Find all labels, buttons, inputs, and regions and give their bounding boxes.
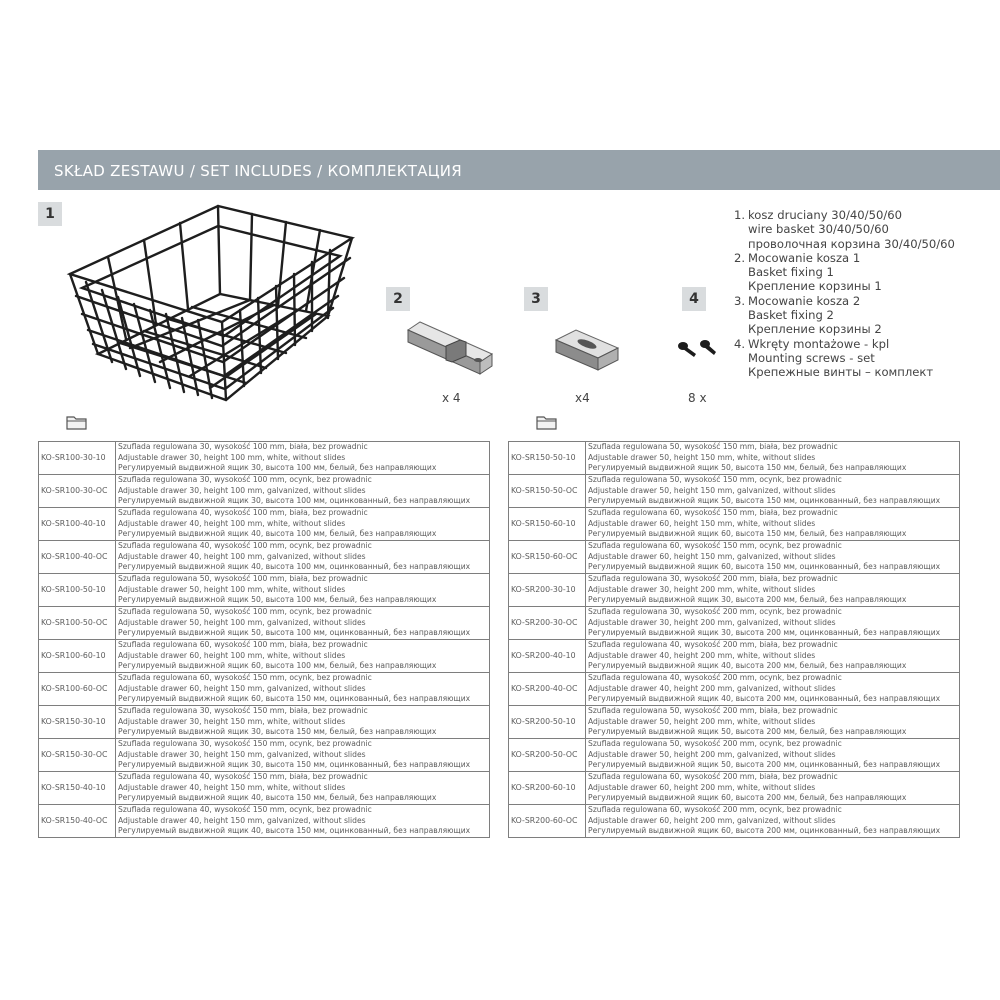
description-ru: Регулируемый выдвижной ящик 60, высота 200 мм, белый, без направляющих	[588, 793, 907, 803]
description-pl: Szuflada regulowana 30, wysokość 150 mm, ocynk, bez prowadnic	[118, 739, 372, 749]
product-code: KO-SR200-60-10	[509, 772, 586, 805]
basket-fixing-2-illustration	[552, 326, 622, 376]
section-header-bar	[38, 150, 1000, 190]
table-row	[39, 442, 490, 475]
product-description	[116, 541, 490, 574]
product-code: KO-SR100-30-OC	[39, 475, 116, 508]
description-en: Adjustable drawer 50, height 200 mm, white, without slides	[588, 716, 816, 726]
product-description	[586, 508, 960, 541]
table-row	[509, 574, 960, 607]
description-ru: Регулируемый выдвижной ящик 40, высота 200 мм, оцинкованный, без направляющих	[588, 694, 941, 704]
product-code: KO-SR150-30-OC	[39, 739, 116, 772]
legend-line-ru: Крепление корзины 1	[748, 279, 882, 294]
description-ru: Регулируемый выдвижной ящик 50, высота 100 мм, оцинкованный, без направляющих	[118, 628, 471, 638]
description-ru: Регулируемый выдвижной ящик 40, высота 150 мм, белый, без направляющих	[118, 793, 437, 803]
description-en: Adjustable drawer 30, height 100 mm, galvanized, without slides	[118, 485, 366, 495]
description-en: Adjustable drawer 50, height 150 mm, galvanized, without slides	[588, 485, 836, 495]
description-ru: Регулируемый выдвижной ящик 40, высота 150 мм, оцинкованный, без направляющих	[118, 826, 471, 836]
table-row	[39, 706, 490, 739]
description-ru: Регулируемый выдвижной ящик 40, высота 200 мм, белый, без направляющих	[588, 661, 907, 671]
product-description	[586, 442, 960, 475]
description-en: Adjustable drawer 50, height 150 mm, white, without slides	[588, 452, 816, 462]
description-en: Adjustable drawer 50, height 100 mm, white, without slides	[118, 584, 346, 594]
table-row	[39, 541, 490, 574]
product-description	[116, 805, 490, 838]
product-description	[116, 640, 490, 673]
table-row	[39, 508, 490, 541]
legend-line-en: Mounting screws - set	[748, 350, 875, 365]
description-ru: Регулируемый выдвижной ящик 40, высота 100 мм, оцинкованный, без направляющих	[118, 562, 471, 572]
description-ru: Регулируемый выдвижной ящик 60, высота 100 мм, белый, без направляющих	[118, 661, 437, 671]
table-row	[39, 673, 490, 706]
product-description	[586, 640, 960, 673]
description-ru: Регулируемый выдвижной ящик 30, высота 150 мм, белый, без направляющих	[118, 727, 437, 737]
legend-number: 2.	[734, 250, 746, 265]
table-row	[509, 739, 960, 772]
legend-line-en: Basket fixing 1	[748, 265, 834, 280]
description-pl: Szuflada regulowana 50, wysokość 150 mm, ocynk, bez prowadnic	[588, 475, 842, 485]
description-pl: Szuflada regulowana 50, wysokość 150 mm, biała, bez prowadnic	[588, 442, 838, 452]
description-en: Adjustable drawer 60, height 200 mm, white, without slides	[588, 782, 816, 792]
quantity-label: x4	[575, 391, 590, 405]
description-pl: Szuflada regulowana 50, wysokość 100 mm, biała, bez prowadnic	[118, 574, 368, 584]
table-row	[509, 640, 960, 673]
description-en: Adjustable drawer 40, height 150 mm, galvanized, without slides	[118, 815, 366, 825]
description-pl: Szuflada regulowana 60, wysokość 100 mm, biała, bez prowadnic	[118, 640, 368, 650]
legend-line-ru: проволочная корзина 30/40/50/60	[748, 236, 955, 251]
table-row	[39, 475, 490, 508]
description-pl: Szuflada regulowana 50, wysokość 100 mm, ocynk, bez prowadnic	[118, 607, 372, 617]
description-ru: Регулируемый выдвижной ящик 60, высота 150 мм, оцинкованный, без направляющих	[118, 694, 471, 704]
description-ru: Регулируемый выдвижной ящик 40, высота 100 мм, белый, без направляющих	[118, 529, 437, 539]
description-en: Adjustable drawer 30, height 150 mm, white, without slides	[118, 716, 346, 726]
product-code: KO-SR150-50-10	[509, 442, 586, 475]
description-ru: Регулируемый выдвижной ящик 30, высота 200 мм, белый, без направляющих	[588, 595, 907, 605]
table-row	[39, 772, 490, 805]
description-ru: Регулируемый выдвижной ящик 50, высота 200 мм, оцинкованный, без направляющих	[588, 760, 941, 770]
product-description	[586, 541, 960, 574]
basket-fixing-1-illustration	[402, 316, 498, 378]
components-legend	[734, 208, 996, 380]
legend-item	[734, 294, 996, 337]
description-pl: Szuflada regulowana 30, wysokość 150 mm, biała, bez prowadnic	[118, 706, 368, 716]
mounting-screws-illustration	[676, 338, 720, 362]
product-code: KO-SR150-40-10	[39, 772, 116, 805]
description-pl: Szuflada regulowana 60, wysokość 150 mm, ocynk, bez prowadnic	[118, 673, 372, 683]
description-ru: Регулируемый выдвижной ящик 60, высота 150 мм, белый, без направляющих	[588, 529, 907, 539]
table-row	[39, 739, 490, 772]
section-title: SKŁAD ZESTAWU / SET INCLUDES / КОМПЛЕКТАЦИЯ	[54, 162, 462, 180]
description-en: Adjustable drawer 40, height 100 mm, white, without slides	[118, 518, 346, 528]
legend-line-en: wire basket 30/40/50/60	[748, 222, 889, 237]
legend-line-pl: kosz druciany 30/40/50/60	[748, 208, 903, 222]
table-row	[39, 640, 490, 673]
description-pl: Szuflada regulowana 60, wysokość 200 mm, ocynk, bez prowadnic	[588, 805, 842, 815]
description-en: Adjustable drawer 30, height 100 mm, white, without slides	[118, 452, 346, 462]
description-en: Adjustable drawer 30, height 150 mm, galvanized, without slides	[118, 749, 366, 759]
legend-line-ru: Крепежные винты – комплект	[748, 365, 934, 380]
description-pl: Szuflada regulowana 50, wysokość 200 mm, ocynk, bez prowadnic	[588, 739, 842, 749]
product-code: KO-SR150-30-10	[39, 706, 116, 739]
description-en: Adjustable drawer 60, height 150 mm, galvanized, without slides	[588, 551, 836, 561]
product-code: KO-SR100-40-OC	[39, 541, 116, 574]
product-code: KO-SR200-40-10	[509, 640, 586, 673]
legend-line-ru: Крепление корзины 2	[748, 322, 882, 337]
description-pl: Szuflada regulowana 60, wysokość 200 mm, biała, bez prowadnic	[588, 772, 838, 782]
product-description	[586, 805, 960, 838]
folder-icon	[536, 414, 558, 430]
description-pl: Szuflada regulowana 40, wysokość 100 mm, biała, bez prowadnic	[118, 508, 368, 518]
description-ru: Регулируемый выдвижной ящик 30, высота 150 мм, оцинкованный, без направляющих	[118, 760, 471, 770]
description-en: Adjustable drawer 60, height 150 mm, white, without slides	[588, 518, 816, 528]
product-description	[586, 475, 960, 508]
description-en: Adjustable drawer 40, height 200 mm, white, without slides	[588, 650, 816, 660]
component-number-badge: 4	[682, 287, 706, 311]
table-row	[509, 805, 960, 838]
product-code: KO-SR200-30-OC	[509, 607, 586, 640]
product-table-left	[38, 441, 490, 838]
description-pl: Szuflada regulowana 60, wysokość 150 mm, biała, bez prowadnic	[588, 508, 838, 518]
description-en: Adjustable drawer 30, height 200 mm, white, without slides	[588, 584, 816, 594]
table-row	[39, 805, 490, 838]
product-code: KO-SR200-30-10	[509, 574, 586, 607]
product-description	[116, 475, 490, 508]
product-code: KO-SR100-50-10	[39, 574, 116, 607]
description-en: Adjustable drawer 60, height 100 mm, white, without slides	[118, 650, 346, 660]
product-code: KO-SR100-40-10	[39, 508, 116, 541]
product-code: KO-SR200-50-10	[509, 706, 586, 739]
component-number-badge: 2	[386, 287, 410, 311]
component-number-badge: 1	[38, 202, 62, 226]
description-pl: Szuflada regulowana 60, wysokość 150 mm, ocynk, bez prowadnic	[588, 541, 842, 551]
description-ru: Регулируемый выдвижной ящик 50, высота 200 мм, белый, без направляющих	[588, 727, 907, 737]
product-description	[116, 706, 490, 739]
product-code: KO-SR100-60-OC	[39, 673, 116, 706]
description-pl: Szuflada regulowana 30, wysokość 100 mm, biała, bez prowadnic	[118, 442, 368, 452]
product-description	[116, 739, 490, 772]
table-row	[39, 607, 490, 640]
product-description	[116, 508, 490, 541]
component-number-badge: 3	[524, 287, 548, 311]
product-code: KO-SR150-60-10	[509, 508, 586, 541]
legend-line-pl: Wkręty montażowe - kpl	[748, 336, 890, 351]
product-code: KO-SR100-30-10	[39, 442, 116, 475]
description-pl: Szuflada regulowana 50, wysokość 200 mm, biała, bez prowadnic	[588, 706, 838, 716]
description-en: Adjustable drawer 40, height 100 mm, galvanized, without slides	[118, 551, 366, 561]
description-pl: Szuflada regulowana 30, wysokość 200 mm, ocynk, bez prowadnic	[588, 607, 842, 617]
product-description	[586, 772, 960, 805]
description-ru: Регулируемый выдвижной ящик 30, высота 100 мм, белый, без направляющих	[118, 463, 437, 473]
product-code: KO-SR100-60-10	[39, 640, 116, 673]
description-en: Adjustable drawer 60, height 200 mm, galvanized, without slides	[588, 815, 836, 825]
legend-number: 4.	[734, 336, 746, 351]
quantity-label: 8 x	[688, 391, 707, 405]
table-row	[509, 772, 960, 805]
description-ru: Регулируемый выдвижной ящик 50, высота 100 мм, белый, без направляющих	[118, 595, 437, 605]
description-ru: Регулируемый выдвижной ящик 30, высота 100 мм, оцинкованный, без направляющих	[118, 496, 471, 506]
product-description	[116, 673, 490, 706]
description-ru: Регулируемый выдвижной ящик 50, высота 150 мм, оцинкованный, без направляющих	[588, 496, 941, 506]
table-row	[509, 541, 960, 574]
legend-item	[734, 208, 996, 251]
description-pl: Szuflada regulowana 40, wysokość 200 mm, biała, bez prowadnic	[588, 640, 838, 650]
description-pl: Szuflada regulowana 30, wysokość 100 mm, ocynk, bez prowadnic	[118, 475, 372, 485]
description-ru: Регулируемый выдвижной ящик 30, высота 200 мм, оцинкованный, без направляющих	[588, 628, 941, 638]
description-pl: Szuflada regulowana 40, wysokość 100 mm, ocynk, bez prowadnic	[118, 541, 372, 551]
product-code: KO-SR150-60-OC	[509, 541, 586, 574]
product-description	[116, 772, 490, 805]
description-pl: Szuflada regulowana 30, wysokość 200 mm, biała, bez prowadnic	[588, 574, 838, 584]
legend-number: 1.	[734, 208, 746, 222]
product-description	[586, 673, 960, 706]
description-en: Adjustable drawer 40, height 200 mm, galvanized, without slides	[588, 683, 836, 693]
table-row	[509, 442, 960, 475]
product-description	[586, 706, 960, 739]
description-ru: Регулируемый выдвижной ящик 50, высота 150 мм, белый, без направляющих	[588, 463, 907, 473]
description-en: Adjustable drawer 50, height 100 mm, galvanized, without slides	[118, 617, 366, 627]
product-description	[116, 442, 490, 475]
description-ru: Регулируемый выдвижной ящик 60, высота 200 мм, оцинкованный, без направляющих	[588, 826, 941, 836]
description-ru: Регулируемый выдвижной ящик 60, высота 150 мм, оцинкованный, без направляющих	[588, 562, 941, 572]
legend-item	[734, 251, 996, 294]
product-description	[586, 574, 960, 607]
product-description	[116, 607, 490, 640]
product-code: KO-SR150-50-OC	[509, 475, 586, 508]
table-row	[509, 607, 960, 640]
product-code: KO-SR200-50-OC	[509, 739, 586, 772]
table-row	[509, 706, 960, 739]
folder-icon	[66, 414, 88, 430]
legend-number: 3.	[734, 293, 746, 308]
quantity-label: x 4	[442, 391, 461, 405]
wire-basket-illustration	[60, 196, 360, 406]
table-row	[509, 673, 960, 706]
product-description	[586, 607, 960, 640]
table-row	[509, 508, 960, 541]
table-row	[509, 475, 960, 508]
description-pl: Szuflada regulowana 40, wysokość 200 mm, ocynk, bez prowadnic	[588, 673, 842, 683]
product-code: KO-SR200-40-OC	[509, 673, 586, 706]
description-en: Adjustable drawer 40, height 150 mm, white, without slides	[118, 782, 346, 792]
product-description	[116, 574, 490, 607]
description-pl: Szuflada regulowana 40, wysokość 150 mm, biała, bez prowadnic	[118, 772, 368, 782]
product-table-right	[508, 441, 960, 838]
description-pl: Szuflada regulowana 40, wysokość 150 mm, ocynk, bez prowadnic	[118, 805, 372, 815]
product-code: KO-SR100-50-OC	[39, 607, 116, 640]
product-description	[586, 739, 960, 772]
product-code: KO-SR200-60-OC	[509, 805, 586, 838]
legend-item	[734, 337, 996, 380]
legend-line-en: Basket fixing 2	[748, 308, 834, 323]
description-en: Adjustable drawer 30, height 200 mm, galvanized, without slides	[588, 617, 836, 627]
legend-line-pl: Mocowanie kosza 1	[748, 250, 861, 265]
product-code: KO-SR150-40-OC	[39, 805, 116, 838]
description-en: Adjustable drawer 50, height 200 mm, galvanized, without slides	[588, 749, 836, 759]
description-en: Adjustable drawer 60, height 150 mm, galvanized, without slides	[118, 683, 366, 693]
table-row	[39, 574, 490, 607]
legend-line-pl: Mocowanie kosza 2	[748, 293, 861, 308]
